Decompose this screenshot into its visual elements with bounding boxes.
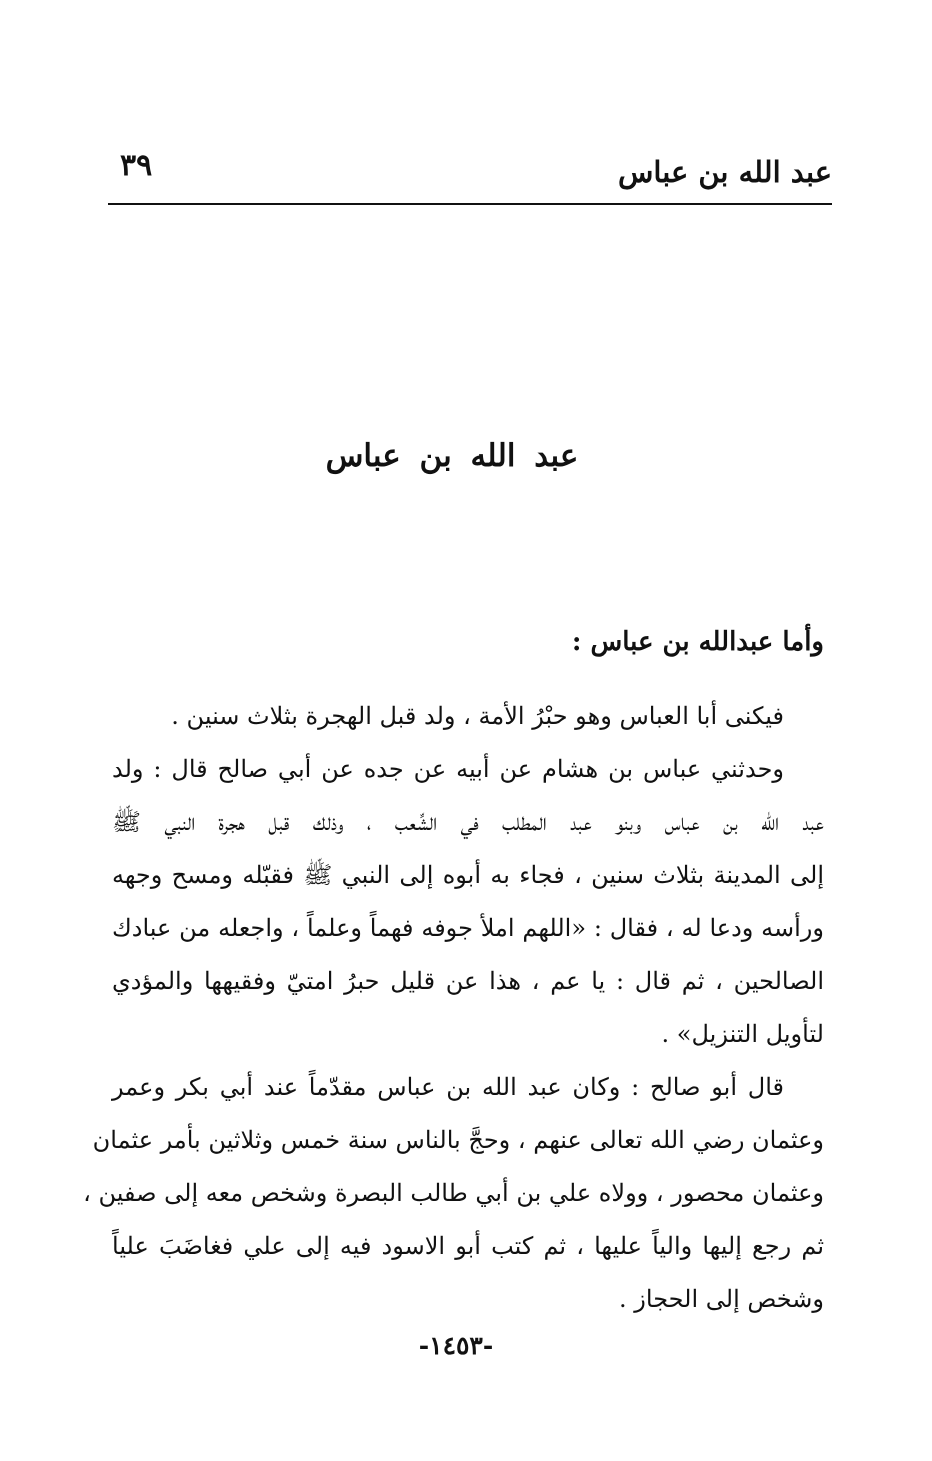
body-line: فيكنى أبا العباس وهو حبْرُ الأمة ، ولد قبل الهجرة بثلاث سنين .: [171, 702, 784, 730]
body-line: الصالحين ، ثم قال : يا عم ، هذا عن قليل حبرُ امتيّ وفقيهها والمؤدي: [112, 967, 824, 995]
body-line: ثم رجع إليها والياً عليها ، ثم كتب أبو الاسود فيه إلى علي فغاضَبَ علياً: [112, 1232, 824, 1260]
page-number: -١٤٥٣-: [418, 1331, 494, 1360]
body-line: وشخص إلى الحجاز .: [619, 1285, 824, 1313]
body-text: [83, 690, 824, 1326]
body-line: إلى المدينة بثلاث سنين ، فجاء به أبوه إلى النبي ﷺ فقبّله ومسح وجهه: [112, 861, 824, 889]
chapter-title: عبد الله بن عباس: [325, 438, 579, 474]
body-line: وعثمان محصور ، وولاه علي بن أبي طالب البصرة وشخص معه إلى صفين ،: [83, 1179, 824, 1207]
running-header: [108, 148, 832, 206]
body-line: وعثمان رضي الله تعالى عنهم ، وحجَّ بالناس سنة خمس وثلاثين بأمر عثمان: [92, 1126, 824, 1154]
running-header-title: عبد الله بن عباس: [617, 155, 832, 189]
chapter-number: ٣٩: [120, 148, 153, 183]
body-line: ورأسه ودعا له ، فقال : «اللهم املأ جوفه فهماً وعلماً ، واجعله من عبادك: [112, 914, 824, 942]
section-heading: وأما عبدالله بن عباس :: [571, 627, 824, 657]
body-line: قال أبو صالح : وكان عبد الله بن عباس مقدّماً عند أبي بكر وعمر: [112, 1073, 784, 1101]
body-line: وحدثني عباس بن هشام عن أبيه عن جده عن أبي صالح قال : ولد: [112, 755, 784, 783]
body-line: لتأويل التنزيل» .: [661, 1020, 824, 1048]
body-line: عبد الله بن عباس وبنو عبد المطلب في الشِّعب ، وذلك قبل هجرة النبي ﷺ: [112, 808, 824, 836]
header-rule: [108, 203, 832, 205]
